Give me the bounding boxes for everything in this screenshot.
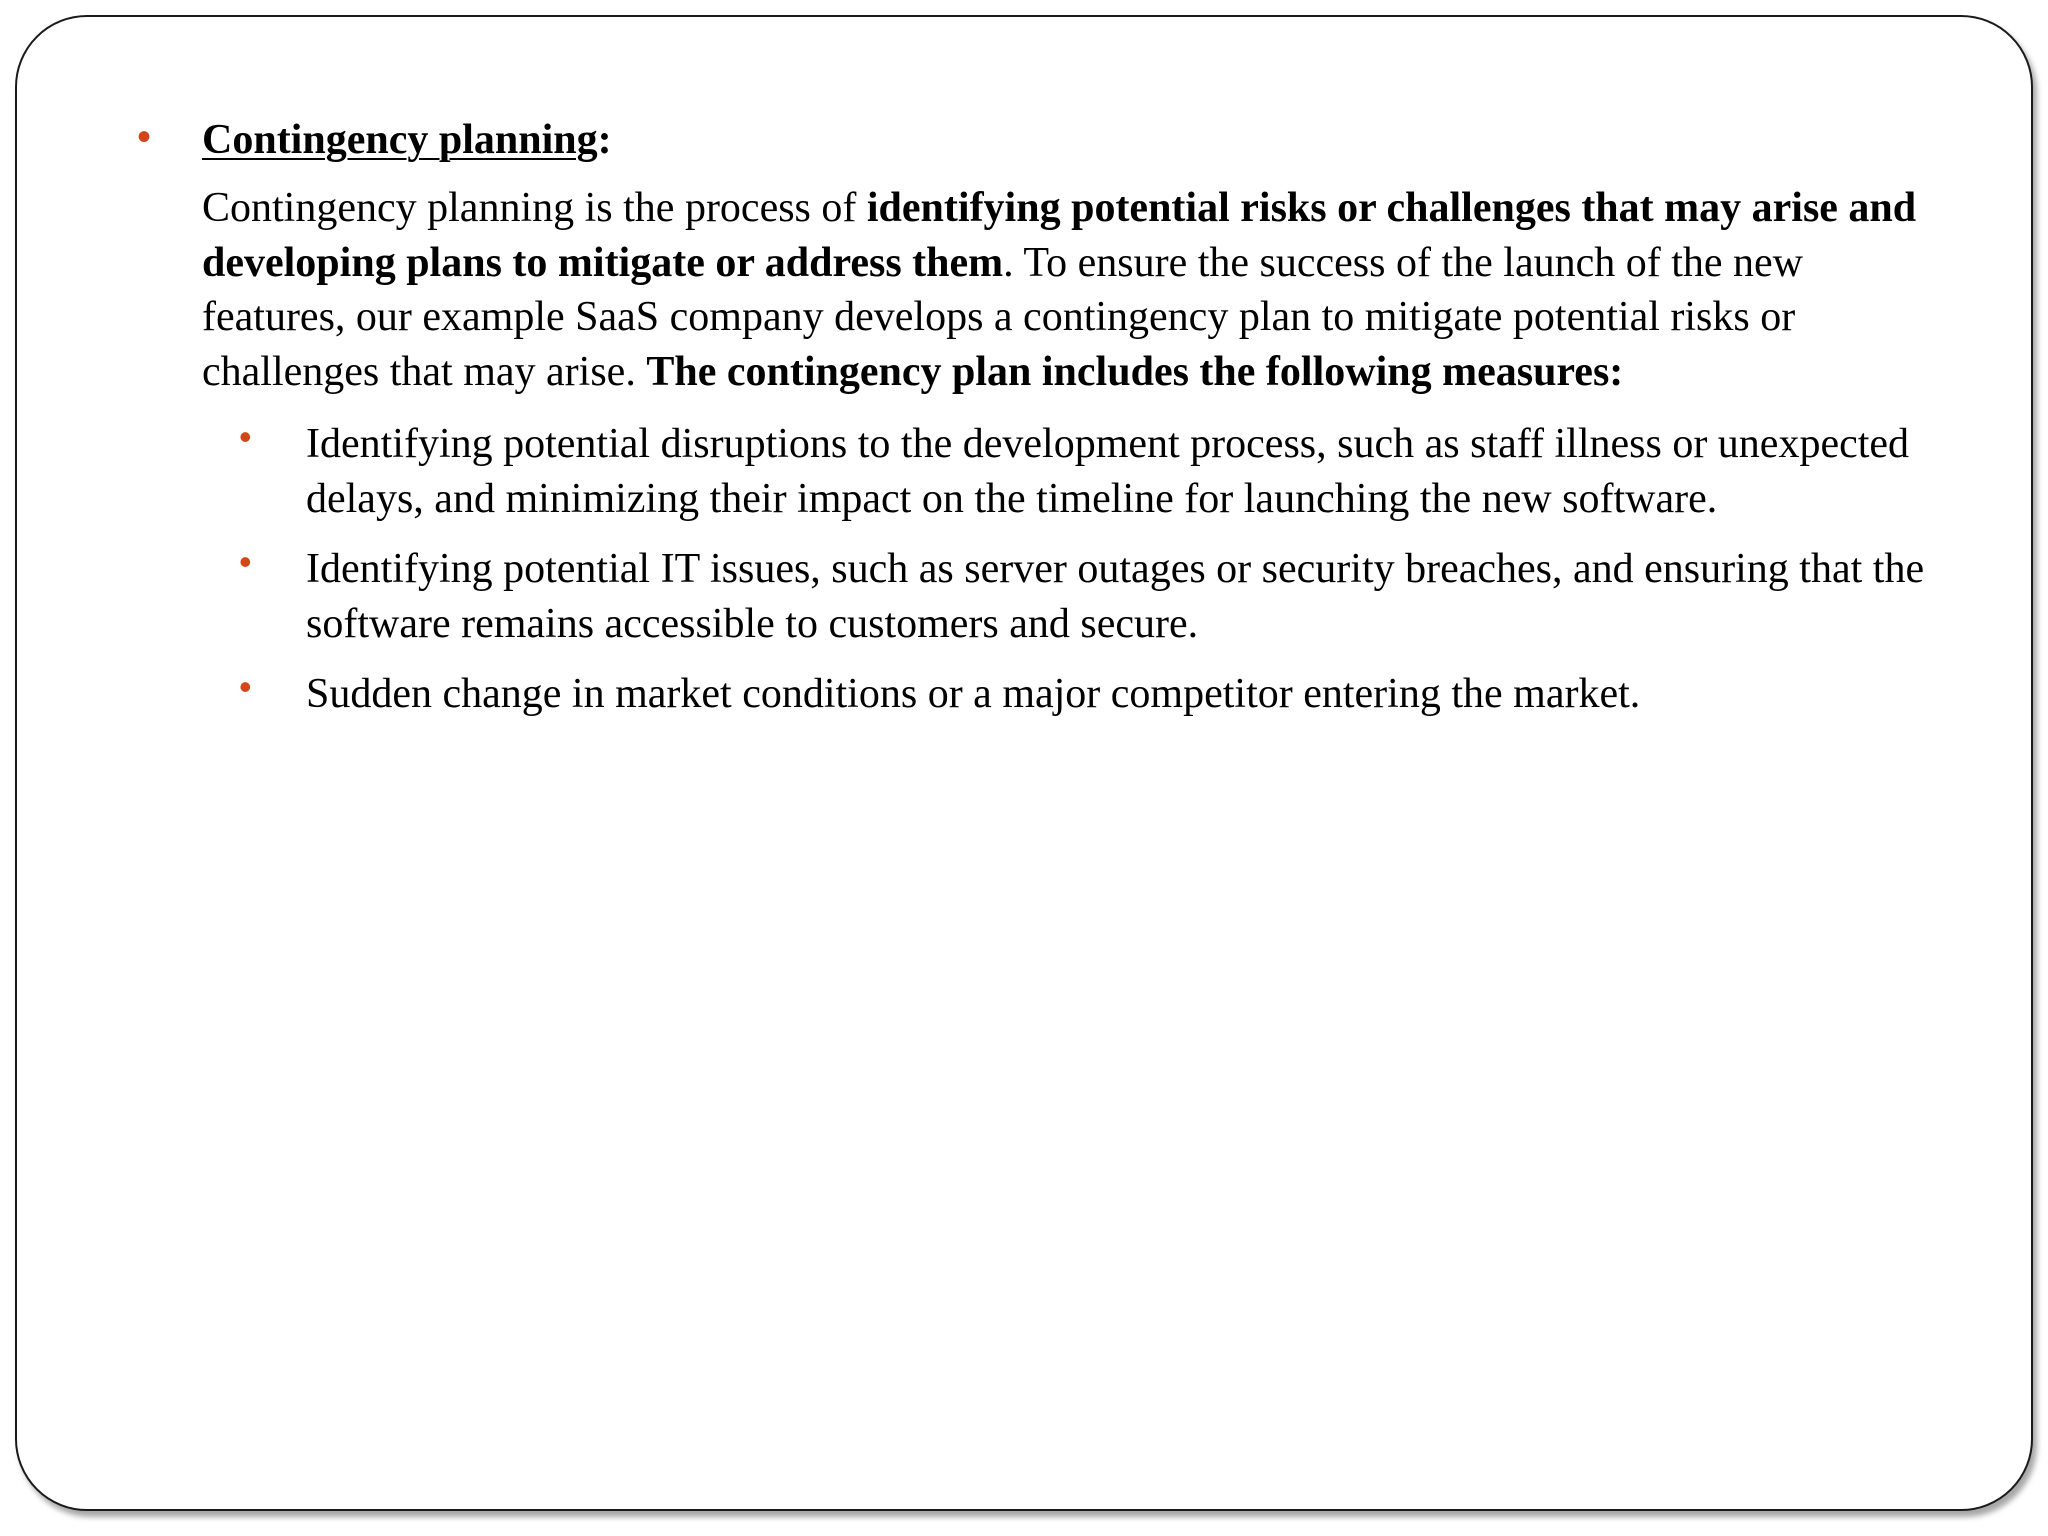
measure-text: Sudden change in market conditions or a major competitor entering the market.	[306, 671, 1641, 717]
heading-label: Contingency planning	[202, 117, 598, 163]
measures-list	[202, 417, 1937, 722]
paragraph-part2-bold: identifying potential risks or challenges that may arise and developing plans to mitigate or address them	[202, 185, 1917, 286]
bullet-icon: •	[239, 416, 252, 457]
paragraph-part3: . To ensure the success of the launch of the new features, our example SaaS company develops a contingency plan to mitigate potential risks or challenges that may arise.	[202, 239, 1804, 395]
list-item	[202, 542, 1937, 651]
heading-suffix: :	[597, 117, 612, 163]
slide-frame	[15, 15, 2033, 1511]
slide-content	[137, 113, 1937, 738]
measure-text: Identifying potential disruptions to the development process, such as staff illness or unexpected delays, and minimizing their impact on the timeline for launching the new software.	[306, 421, 1910, 522]
list-item	[202, 417, 1937, 526]
bullet-icon: •	[137, 115, 152, 159]
bullet-icon: •	[239, 666, 252, 707]
paragraph-part4-bold: The contingency plan includes the following measures:	[646, 348, 1624, 395]
measure-text: Identifying potential IT issues, such as server outages or security breaches, and ensuring that the software remains accessible to customers and secure.	[306, 546, 1925, 647]
bullet-icon: •	[239, 541, 252, 582]
heading-bullet	[137, 113, 1937, 167]
paragraph-part1: Contingency planning is the process of	[202, 185, 867, 231]
heading-text	[202, 113, 1937, 167]
definition-paragraph	[202, 181, 1932, 399]
list-item	[202, 667, 1937, 722]
